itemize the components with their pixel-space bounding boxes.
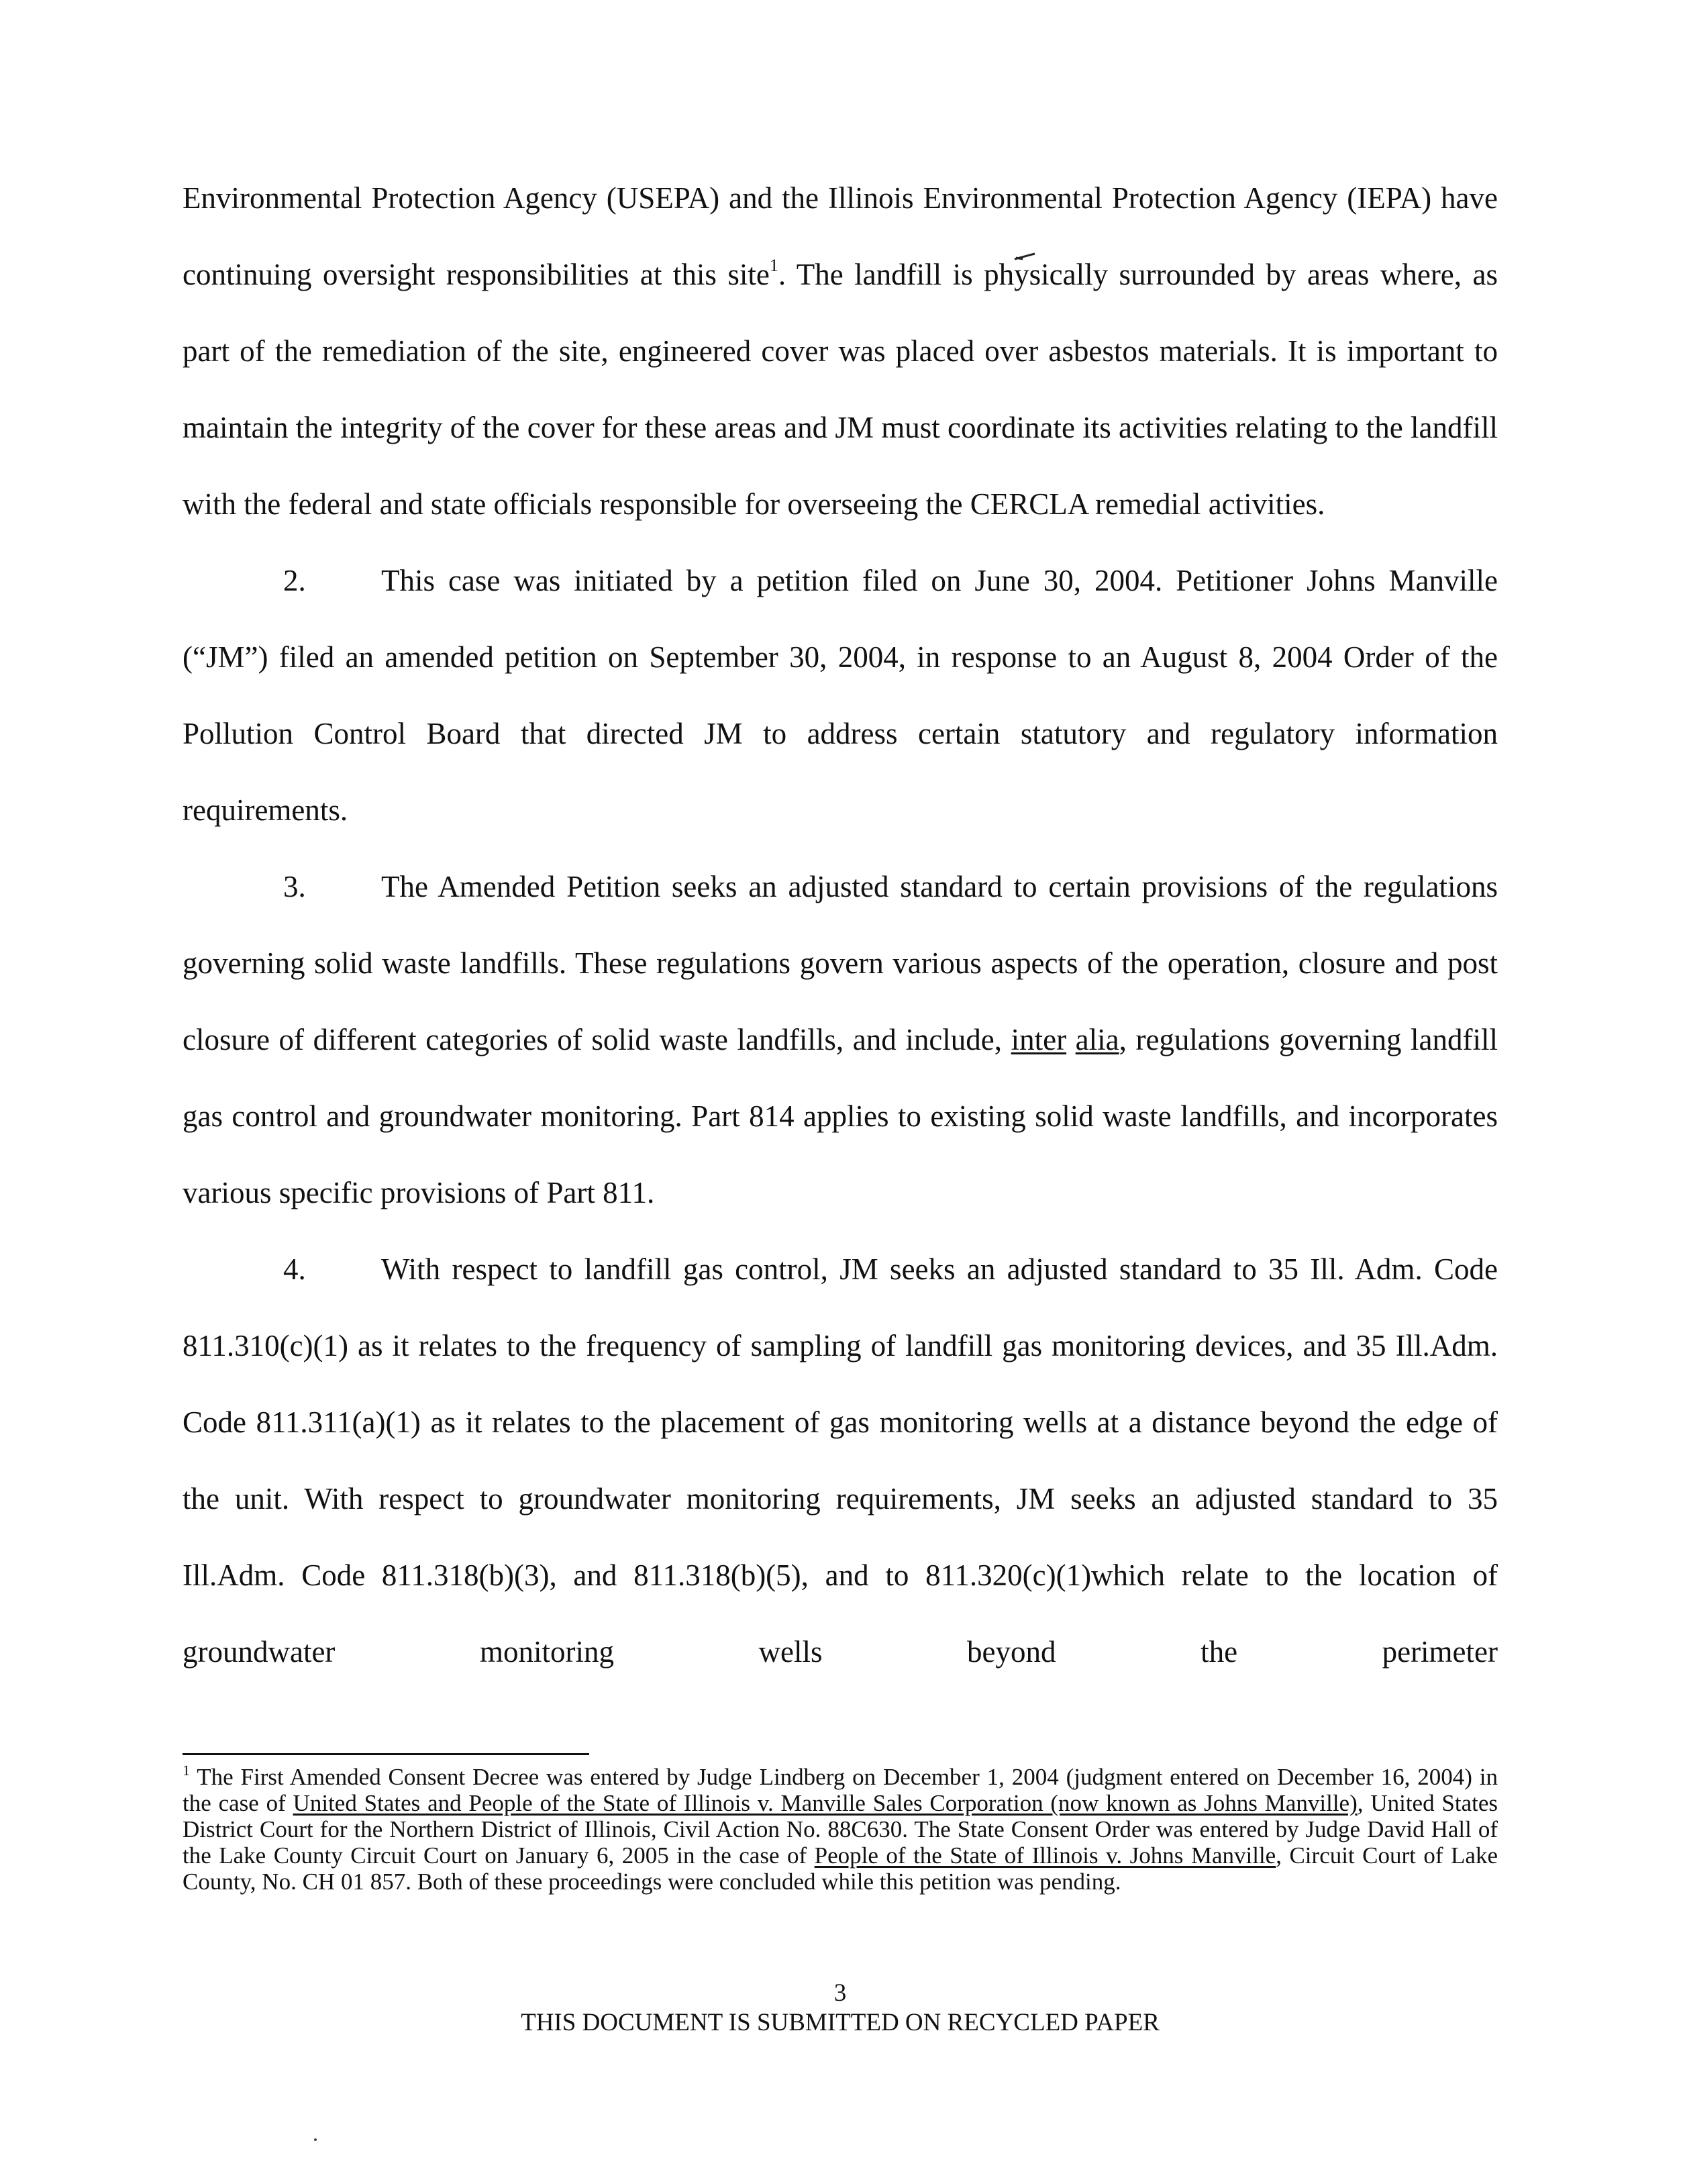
paragraph-text: With respect to landfill gas control, JM seeks an adjusted standard to 35 Ill. Adm. Code 811.310(c)(1) as it relates to the frequency of sampling of landfill gas monitoring devices, and 35 Ill.Adm. Code 811.311(a)(1) as it relates to the placement of gas monitoring wells at a distance beyond the edge of the unit. With respect to groundwater monitoring requirements, JM seeks an adjusted standard to 35 Ill.Adm. Code 811.318(b)(3), and 811.318(b)(5), and to 811.320(c)(1)which relate to the location of groundwater monitoring wells beyond the perimeter	[183, 1252, 1498, 1669]
paragraph-3	[183, 848, 1498, 1231]
paragraph-text: Environmental Protection Agency (USEPA) and the Illinois Environmental Protection Agency (IEPA) have continuing oversight responsibilities at this site	[183, 181, 1498, 291]
footnote-text-part: The First Amended Consent Decree was entered by Judge Lindberg on December 1, 2004 (judgment entered on December 16, 2004) in the case of	[183, 1764, 1498, 1816]
footnote-separator	[183, 1753, 589, 1755]
paragraph-4	[183, 1231, 1498, 1690]
latin-term-alia: alia	[1075, 1023, 1119, 1056]
page-number: 3	[833, 1979, 847, 2007]
paragraph-number: 2.	[283, 564, 306, 597]
paragraph-number: 4.	[283, 1252, 306, 1286]
paragraph-2	[183, 542, 1498, 848]
paragraph-text: , regulations governing landfill gas control and groundwater monitoring. Part 814 applies to existing solid waste landfills, and incorporates various specific provisions of Part 811.	[183, 1023, 1498, 1209]
paragraph-text: This case was initiated by a petition filed on June 30, 2004. Petitioner Johns Manville (“JM”) filed an amended petition on September 30, 2004, in response to an August 8, 2004 Order of the Pollution Control Board that directed JM to address certain statutory and regulatory information requirements.	[183, 564, 1498, 827]
paragraph-text: The Amended Petition seeks an adjusted standard to certain provisions of the regulations governing solid waste landfills. These regulations govern various aspects of the operation, closure and post closure of different categories of solid waste landfills, and include,	[183, 870, 1498, 1056]
case-citation-2: People of the State of Illinois v. Johns Manville	[814, 1842, 1276, 1869]
scan-speck	[314, 2138, 317, 2141]
footnote	[183, 1764, 1498, 1895]
case-citation-1: United States and People of the State of Illinois v. Manville Sales Corporation (now known as Johns Manville)	[293, 1790, 1358, 1816]
paragraph-1-continuation	[183, 160, 1498, 542]
handwritten-mark-icon	[1013, 252, 1036, 260]
footer-note: THIS DOCUMENT IS SUBMITTED ON RECYCLED PAPER	[521, 2009, 1160, 2036]
latin-term-inter: inter	[1011, 1023, 1067, 1056]
footnote-text-part: , Circuit Court of Lake County, No. CH 01 857. Both of these proceedings were concluded while this petition was pending.	[183, 1842, 1498, 1895]
footnote-text-part: , United States District Court for the Northern District of Illinois, Civil Action No. 88C630. The State Consent Order was entered by Judge David Hall of the Lake County Circuit Court on January 6, 2005 in the case of	[183, 1790, 1498, 1869]
body-text	[183, 160, 1498, 1690]
footnote-marker: 1	[183, 1762, 190, 1779]
paragraph-text: . The landfill is physically surrounded by areas where, as part of the remediation of the site, engineered cover was placed over asbestos materials. It is important to maintain the integrity of the cover for these areas and JM must coordinate its activities relating to the landfill with the federal and state officials responsible for overseeing the CERCLA remedial activities.	[183, 258, 1498, 521]
paragraph-number: 3.	[283, 870, 306, 903]
footnote-reference[interactable]: 1	[769, 256, 778, 275]
footnote-text	[183, 1764, 1498, 1895]
